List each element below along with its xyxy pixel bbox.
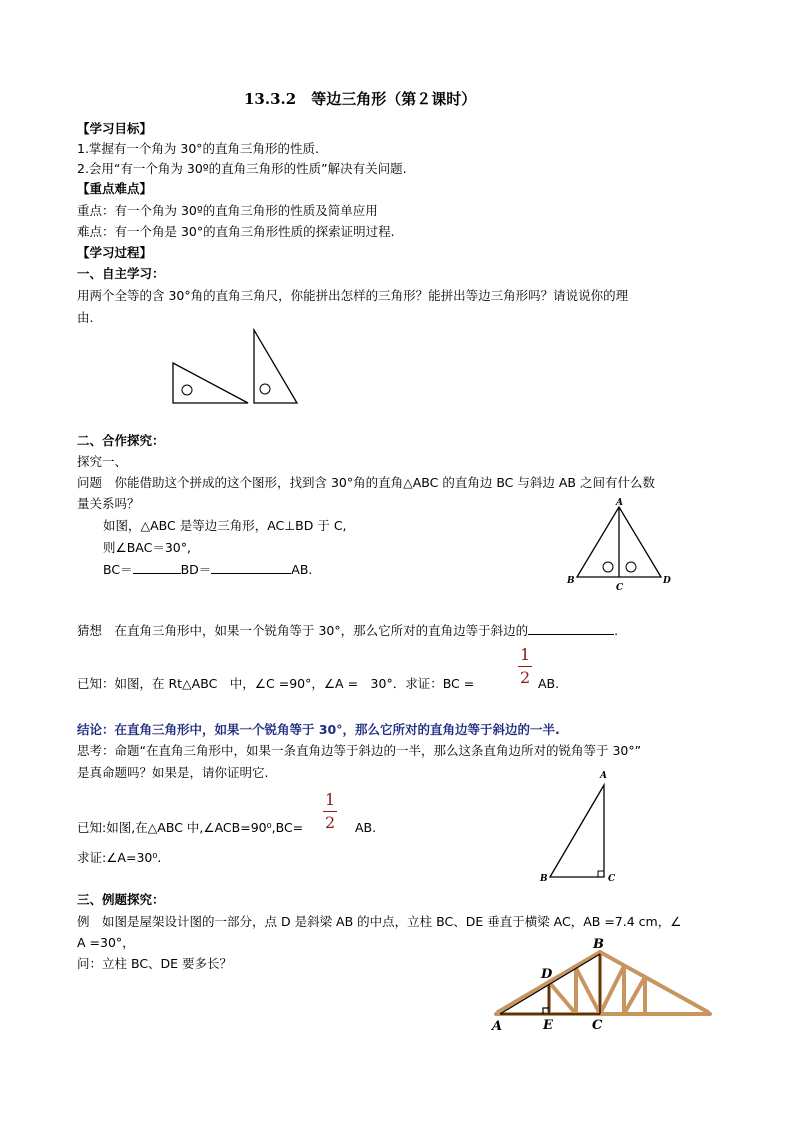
roof-truss-figure xyxy=(490,930,720,1045)
think-line-1: 思考：命题“在直角三角形中，如果一条直角边等于斜边的一半，那么这条直角边所对的锐角等于 30°” xyxy=(77,743,642,758)
question-line-1: 问题 你能借助这个拼成的这个图形，找到含 30°角的直角△ABC 的直角边 BC 与斜边 AB 之间有什么数 xyxy=(77,475,655,490)
bc-bd-line xyxy=(103,561,312,578)
self-study-line-2: 由. xyxy=(77,310,94,325)
bc-prefix: BC＝ xyxy=(103,562,133,577)
right-triangle xyxy=(550,785,604,877)
label-a: A xyxy=(616,498,623,508)
label-e: E xyxy=(543,1018,553,1033)
set-square-right-hole xyxy=(260,384,270,394)
label-d: D xyxy=(541,967,553,982)
conclusion-text: 结论：在直角三角形中，如果一个锐角等于 30°，那么它所对的直角边等于斜边的一半. xyxy=(77,722,560,737)
hole-left xyxy=(603,562,613,572)
fraction-1-denominator: 2 xyxy=(520,668,531,687)
known-suffix: AB. xyxy=(538,676,560,691)
page-title: 13.3.2 等边三角形（第２课时） xyxy=(244,90,477,108)
truss-beams xyxy=(496,952,710,1014)
example-line-3: 问：立柱 BC、DE 要多长？ xyxy=(77,956,233,971)
label-b: B xyxy=(540,874,548,884)
keypoints-header: 【重点难点】 xyxy=(77,181,153,196)
figure-line-1: 如图，△ABC 是等边三角形，AC⊥BD 于 C, xyxy=(103,518,347,533)
bd-middle: BD＝ xyxy=(180,562,212,577)
figure-line-2: 则∠BAC＝30°, xyxy=(103,540,191,555)
hole-right xyxy=(626,562,636,572)
guess-end: . xyxy=(614,623,619,638)
right-triangle-figure xyxy=(536,765,626,890)
process-header: 【学习过程】 xyxy=(77,245,153,260)
set-square-left xyxy=(173,363,248,403)
strut-left-b xyxy=(576,968,600,1014)
known2-line: 已知:如图,在△ABC 中,∠ACB=90⁰,BC= xyxy=(77,820,304,835)
set-square-left-hole xyxy=(182,385,192,395)
difficulty-text: 难点：有一个角是 30°的直角三角形性质的探索证明过程. xyxy=(77,224,395,239)
question-line-2: 量关系吗？ xyxy=(77,496,140,511)
strut-right-a xyxy=(600,966,624,1014)
goals-header: 【学习目标】 xyxy=(77,121,153,136)
guess-text: 猜想 在直角三角形中，如果一个锐角等于 30°，那么它所对的直角边等于斜边的 xyxy=(77,623,529,638)
think-line-2: 是真命题吗？如果是，请你证明它. xyxy=(77,765,269,780)
known-line: 已知：如图，在 Rt△ABC 中，∠C =90°，∠A = 30°．求证：BC = xyxy=(77,676,475,691)
bd-blank xyxy=(211,561,291,574)
cooperate-heading: 二、合作探究： xyxy=(77,433,165,448)
self-study-heading: 一、自主学习： xyxy=(77,266,165,281)
label-a: A xyxy=(600,771,607,781)
focus-text: 重点：有一个角为 30º的直角三角形的性质及简单应用 xyxy=(77,203,378,218)
fraction-1-bar xyxy=(518,666,532,667)
label-c: C xyxy=(616,583,624,593)
label-c: C xyxy=(608,874,616,884)
right-angle-mark xyxy=(598,871,604,877)
label-b: B xyxy=(567,576,575,586)
ab-suffix: AB. xyxy=(291,562,313,577)
bc-blank xyxy=(133,561,181,574)
fraction-2-denominator: 2 xyxy=(325,813,336,832)
set-squares-figure xyxy=(165,325,305,410)
label-b: B xyxy=(593,937,604,952)
fraction-1-numerator: 1 xyxy=(520,645,531,664)
self-study-line-1: 用两个全等的含 30°角的直角三角尺，你能拼出怎样的三角形？能拼出等边三角形吗？请说说你的理 xyxy=(77,288,629,303)
goal-item-2: 2.会用“有一个角为 30º的直角三角形的性质”解决有关问题. xyxy=(77,161,407,176)
example-line-1: 例 如图是屋架设计图的一部分，点 D 是斜梁 AB 的中点，立柱 BC、DE 垂直于横梁 AC，AB =7.4 cm，∠ xyxy=(77,914,682,929)
equilateral-figure xyxy=(563,495,678,595)
known2-suffix: AB. xyxy=(355,820,377,835)
label-a: A xyxy=(492,1019,503,1034)
guess-blank xyxy=(528,622,614,635)
label-c: C xyxy=(592,1018,603,1033)
fraction-2-numerator: 1 xyxy=(325,790,336,809)
example-line-2: A =30°， xyxy=(77,935,135,950)
fraction-2-bar xyxy=(323,811,337,812)
explore-label: 探究一、 xyxy=(77,454,128,469)
label-d: D xyxy=(663,576,671,586)
example-heading: 三、例题探究： xyxy=(77,892,165,907)
strut-right-b xyxy=(624,977,645,1014)
guess-line xyxy=(77,622,618,639)
prove2-line: 求证:∠A=30⁰. xyxy=(77,850,162,865)
goal-item-1: 1.掌握有一个角为 30°的直角三角形的性质. xyxy=(77,141,320,156)
strut-left-a xyxy=(549,982,576,1014)
